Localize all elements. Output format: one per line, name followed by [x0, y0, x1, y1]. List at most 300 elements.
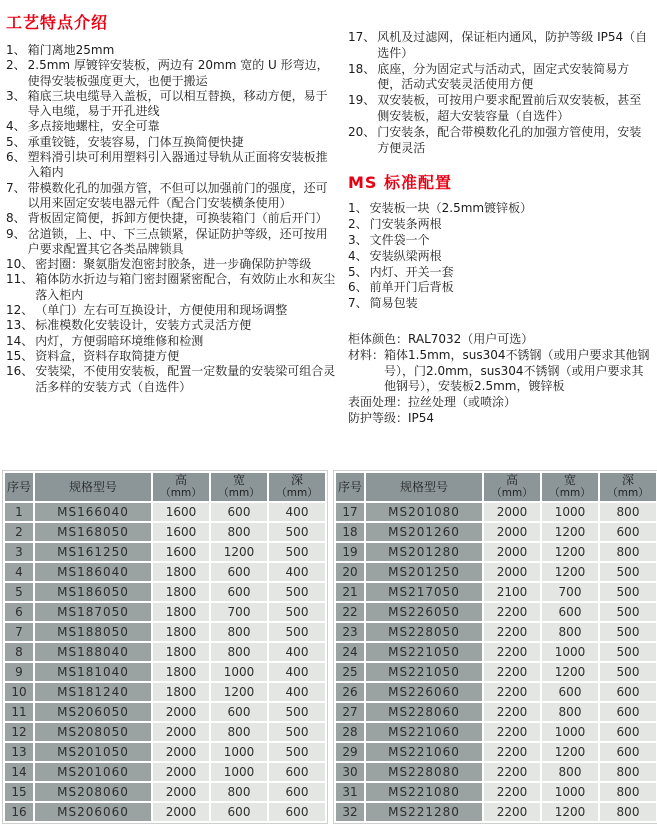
cell-width: 1000 [211, 663, 267, 681]
cell-model: MS228060 [366, 703, 482, 721]
item-number: 6、 [348, 280, 368, 295]
cell-height: 1600 [153, 523, 209, 541]
cell-model: MS221060 [366, 723, 482, 741]
item-number: 1、 [348, 201, 368, 216]
item-number: 12、 [6, 303, 34, 318]
cell-no: 11 [5, 703, 33, 721]
table-row [5, 563, 325, 581]
info-label: 材料： [348, 347, 385, 362]
cell-model: MS201060 [35, 763, 151, 781]
spec-table-header [336, 473, 656, 501]
section-title-ms-config: MS 标准配置 [348, 173, 453, 193]
table-row [336, 603, 656, 621]
cell-no: 2 [5, 523, 33, 541]
item-number: 14、 [6, 333, 34, 348]
cell-height: 2200 [484, 803, 540, 821]
cell-depth: 500 [269, 743, 325, 761]
info-value: IP54 [408, 410, 435, 425]
feature-item [6, 257, 338, 272]
cell-depth: 400 [269, 503, 325, 521]
table-row [336, 763, 656, 781]
feature-item [348, 125, 651, 157]
cell-model: MS201280 [366, 543, 482, 561]
cell-depth: 500 [269, 603, 325, 621]
cell-height: 2200 [484, 763, 540, 781]
col-header-no: 序号 [5, 473, 33, 501]
col-header-width: 宽 （mm） [211, 473, 267, 501]
item-text: 箱体防水折边与箱门密封圈紧密配合，有效防止水和灰尘落入柜内 [35, 272, 336, 302]
cell-depth: 600 [600, 703, 656, 721]
cell-width: 1200 [542, 563, 598, 581]
col-header-height: 高 （mm） [153, 473, 209, 501]
table-row [336, 523, 656, 541]
item-number: 19、 [348, 93, 376, 108]
cell-height: 2000 [153, 783, 209, 801]
table-row [5, 683, 325, 701]
col-header-depth: 深 （mm） [600, 473, 656, 501]
config-item [348, 249, 651, 265]
cell-no: 3 [5, 543, 33, 561]
cell-height: 1800 [153, 663, 209, 681]
spec-info-block [348, 332, 651, 427]
item-text: 内灯、开关一套 [369, 264, 454, 279]
cell-depth: 400 [269, 643, 325, 661]
cell-no: 22 [336, 603, 364, 621]
info-line [348, 395, 651, 411]
item-number: 5、 [6, 134, 26, 149]
item-number: 4、 [348, 248, 368, 263]
cell-width: 800 [542, 763, 598, 781]
item-text: 安装纵梁两根 [369, 248, 442, 263]
table-row [5, 643, 325, 661]
cell-width: 1000 [211, 763, 267, 781]
cell-depth: 600 [600, 723, 656, 741]
item-number: 20、 [348, 124, 376, 139]
cell-width: 1200 [542, 543, 598, 561]
info-label: 防护等级： [348, 410, 409, 425]
feature-item [6, 135, 338, 150]
cell-height: 2000 [153, 743, 209, 761]
cell-no: 18 [336, 523, 364, 541]
cell-no: 8 [5, 643, 33, 661]
cell-no: 14 [5, 763, 33, 781]
table-row [5, 543, 325, 561]
cell-model: MS226060 [366, 683, 482, 701]
cell-model: MS201250 [366, 563, 482, 581]
info-value: 拉丝处理（或喷涂） [408, 395, 517, 410]
col-header-height: 高 （mm） [484, 473, 540, 501]
item-text: （单门）左右可互换设计，方便使用和现场调整 [35, 303, 288, 318]
table-row [336, 743, 656, 761]
cell-width: 1000 [542, 723, 598, 741]
cell-depth: 500 [600, 663, 656, 681]
cell-width: 1000 [542, 643, 598, 661]
feature-item [6, 227, 338, 258]
cell-height: 2200 [484, 623, 540, 641]
cell-height: 2200 [484, 743, 540, 761]
table-row [5, 603, 325, 621]
cell-depth: 600 [269, 763, 325, 781]
cell-depth: 500 [269, 583, 325, 601]
cell-no: 13 [5, 743, 33, 761]
cell-depth: 400 [269, 563, 325, 581]
config-item [348, 201, 651, 217]
item-text: 门安装条，配合带模数化孔的加强方管使用，安装方便灵活 [377, 124, 642, 155]
cell-no: 20 [336, 563, 364, 581]
cell-width: 1200 [211, 543, 267, 561]
cell-depth: 500 [269, 543, 325, 561]
feature-item [6, 211, 338, 226]
feature-item [6, 181, 338, 212]
cell-height: 2200 [484, 703, 540, 721]
item-number: 7、 [6, 180, 26, 195]
cell-no: 19 [336, 543, 364, 561]
cell-width: 1200 [542, 803, 598, 821]
table-row [5, 803, 325, 821]
item-text: 箱底三块电缆导入盖板，可以相互替换，移动方便，易于导入电缆，易于开孔进线 [27, 88, 328, 119]
cell-no: 1 [5, 503, 33, 521]
spec-table-left [2, 470, 328, 824]
item-text: 双安装板，可按用户要求配置前后双安装板，甚至侧安装板，超大安装容量（自选件） [377, 93, 642, 123]
standard-config-list [348, 201, 651, 312]
cell-width: 600 [542, 603, 598, 621]
info-line [348, 348, 651, 395]
cell-model: MS208050 [35, 723, 151, 741]
cell-model: MS228080 [366, 763, 482, 781]
feature-item [6, 303, 338, 318]
cell-depth: 500 [269, 703, 325, 721]
feature-item [6, 58, 338, 89]
item-text: 标准模数化安装设计，安装方式灵活方便 [35, 318, 252, 333]
table-row [336, 803, 656, 821]
cell-model: MS221060 [366, 743, 482, 761]
cell-height: 2200 [484, 663, 540, 681]
cell-width: 800 [211, 523, 267, 541]
cell-depth: 800 [600, 503, 656, 521]
cell-width: 800 [211, 623, 267, 641]
item-number: 16、 [6, 364, 34, 379]
cell-no: 9 [5, 663, 33, 681]
cell-height: 2200 [484, 603, 540, 621]
table-row [5, 663, 325, 681]
table-row [336, 663, 656, 681]
cell-width: 700 [211, 603, 267, 621]
cell-no: 21 [336, 583, 364, 601]
cell-model: MS208060 [35, 783, 151, 801]
feature-item [6, 150, 338, 181]
table-row [336, 583, 656, 601]
feature-item [6, 272, 338, 303]
cell-width: 600 [211, 703, 267, 721]
cell-no: 16 [5, 803, 33, 821]
config-item [348, 296, 651, 312]
cell-model: MS221050 [366, 663, 482, 681]
feature-item [348, 30, 651, 62]
cell-no: 5 [5, 583, 33, 601]
cell-width: 1200 [542, 523, 598, 541]
cell-height: 1800 [153, 683, 209, 701]
cell-width: 1000 [211, 743, 267, 761]
features-column [6, 8, 338, 427]
cell-depth: 500 [269, 623, 325, 641]
cell-depth: 600 [600, 743, 656, 761]
item-number: 8、 [6, 211, 26, 226]
cell-width: 600 [211, 503, 267, 521]
item-number: 10、 [6, 257, 34, 272]
cell-width: 600 [211, 803, 267, 821]
config-item [348, 217, 651, 233]
cell-depth: 600 [600, 683, 656, 701]
cell-model: MS221280 [366, 803, 482, 821]
item-number: 9、 [6, 226, 26, 241]
table-row [5, 703, 325, 721]
cell-no: 31 [336, 783, 364, 801]
spec-table-left-body [5, 503, 325, 821]
cell-model: MS217050 [366, 583, 482, 601]
feature-item [348, 62, 651, 94]
cell-height: 2200 [484, 723, 540, 741]
col-header-model: 规格型号 [366, 473, 482, 501]
item-number: 2、 [348, 217, 368, 232]
cell-width: 800 [211, 723, 267, 741]
cell-depth: 500 [600, 643, 656, 661]
cell-height: 2200 [484, 683, 540, 701]
table-row [5, 623, 325, 641]
cell-no: 27 [336, 703, 364, 721]
config-item [348, 265, 651, 281]
info-label: 表面处理： [348, 395, 409, 410]
item-number: 2、 [6, 58, 26, 73]
item-text: 承重铰链，安装容易，门体互换简便快捷 [27, 134, 244, 149]
item-text: 2.5mm 厚镀锌安装板，两边有 20mm 宽的 U 形弯边，使得安装板强度更大，也便于搬运 [27, 58, 329, 88]
cell-depth: 600 [269, 783, 325, 801]
item-text: 底座，分为固定式与活动式，固定式安装简易方便，活动式安装灵活使用方便 [377, 61, 630, 92]
cell-model: MS228050 [366, 623, 482, 641]
item-number: 5、 [348, 264, 368, 279]
cell-no: 7 [5, 623, 33, 641]
feature-item [6, 334, 338, 349]
cell-model: MS206050 [35, 703, 151, 721]
spec-table-right [333, 470, 657, 824]
cell-no: 17 [336, 503, 364, 521]
spec-table-header [5, 473, 325, 501]
config-item [348, 280, 651, 296]
cell-height: 1600 [153, 503, 209, 521]
cell-height: 2000 [153, 723, 209, 741]
item-text: 资料盒，资料存取简捷方便 [35, 348, 180, 363]
config-column [348, 8, 651, 427]
cell-height: 2000 [484, 563, 540, 581]
item-number: 3、 [348, 232, 368, 247]
cell-depth: 400 [269, 683, 325, 701]
cell-height: 1800 [153, 603, 209, 621]
feature-item [6, 43, 338, 58]
feature-item [348, 93, 651, 125]
item-text: 风机及过滤网，保证柜内通风，防护等级 IP54（自选件） [377, 30, 648, 60]
cell-height: 2000 [484, 523, 540, 541]
cell-model: MS187050 [35, 603, 151, 621]
item-number: 15、 [6, 348, 34, 363]
item-number: 7、 [348, 296, 368, 311]
cell-model: MS186050 [35, 583, 151, 601]
cell-depth: 500 [269, 523, 325, 541]
cell-width: 1000 [542, 783, 598, 801]
item-text: 前单开门后背板 [369, 280, 454, 295]
cell-height: 2000 [484, 543, 540, 561]
cell-width: 1200 [542, 663, 598, 681]
cell-model: MS161250 [35, 543, 151, 561]
cell-height: 2200 [484, 643, 540, 661]
info-value: 箱体1.5mm，sus304不锈钢（或用户要求其他钢号），门2.0mm，sus304不锈钢（或用户要求其他钢号），安装板2.5mm，镀锌板 [384, 347, 650, 394]
cell-no: 29 [336, 743, 364, 761]
cell-depth: 600 [269, 803, 325, 821]
cell-height: 1800 [153, 563, 209, 581]
item-text: 内灯，方便弱暗环境维修和检测 [35, 333, 204, 348]
table-row [336, 783, 656, 801]
item-number: 11、 [6, 272, 34, 287]
table-row [336, 723, 656, 741]
cell-no: 10 [5, 683, 33, 701]
cell-width: 800 [542, 623, 598, 641]
item-text: 安装板一块（2.5mm镀锌板） [369, 201, 533, 216]
cell-model: MS226050 [366, 603, 482, 621]
cell-depth: 500 [269, 723, 325, 741]
cell-height: 2000 [153, 803, 209, 821]
item-text: 背板固定简便，拆卸方便快捷，可换装箱门（前后开门） [27, 211, 328, 226]
cell-no: 26 [336, 683, 364, 701]
item-number: 3、 [6, 88, 26, 103]
table-row [5, 503, 325, 521]
cell-no: 32 [336, 803, 364, 821]
cell-height: 1800 [153, 643, 209, 661]
col-header-no: 序号 [336, 473, 364, 501]
cell-width: 1200 [542, 743, 598, 761]
table-row [336, 683, 656, 701]
cell-depth: 500 [600, 563, 656, 581]
info-label: 柜体颜色： [348, 331, 409, 346]
config-item [348, 233, 651, 249]
item-number: 18、 [348, 61, 376, 76]
cell-depth: 800 [600, 543, 656, 561]
item-text: 密封圈：聚氨脂发泡密封胶条，进一步确保防护等级 [35, 257, 312, 272]
table-row [336, 543, 656, 561]
item-number: 17、 [348, 30, 376, 44]
cell-width: 1000 [542, 503, 598, 521]
item-number: 1、 [6, 43, 26, 57]
cell-no: 24 [336, 643, 364, 661]
cell-height: 2000 [484, 503, 540, 521]
table-row [5, 743, 325, 761]
cell-model: MS188050 [35, 623, 151, 641]
table-row [5, 523, 325, 541]
cell-model: MS166040 [35, 503, 151, 521]
item-text: 安装梁，不使用安装板，配置一定数量的安装梁可组合灵活多样的安装方式（自选件） [35, 364, 336, 394]
table-row [5, 763, 325, 781]
feature-item [6, 89, 338, 120]
item-text: 塑料滑引块可利用塑料引入器通过导轨从正面将安装板推入箱内 [27, 150, 328, 180]
cell-model: MS181240 [35, 683, 151, 701]
cell-height: 1800 [153, 623, 209, 641]
cell-model: MS201080 [366, 503, 482, 521]
spec-tables [2, 470, 657, 824]
table-row [5, 583, 325, 601]
item-number: 6、 [6, 150, 26, 165]
item-text: 岔道锁，上、中、下三点锁紧，保证防护等级，还可按用户要求配置其它各类品牌锁具 [27, 226, 328, 256]
cell-model: MS201050 [35, 743, 151, 761]
section-title-features: 工艺特点介绍 [6, 13, 109, 32]
cell-width: 800 [211, 783, 267, 801]
cell-no: 23 [336, 623, 364, 641]
cell-height: 2000 [153, 763, 209, 781]
feature-list [6, 43, 338, 395]
cell-depth: 500 [600, 583, 656, 601]
cell-depth: 800 [600, 803, 656, 821]
feature-item [6, 119, 338, 134]
feature-list-continued [348, 30, 651, 156]
col-header-depth: 深 （mm） [269, 473, 325, 501]
cell-model: MS188040 [35, 643, 151, 661]
cell-model: MS186040 [35, 563, 151, 581]
table-row [336, 703, 656, 721]
item-number: 13、 [6, 318, 34, 333]
table-row [5, 783, 325, 801]
cell-height: 2100 [484, 583, 540, 601]
cell-model: MS221080 [366, 783, 482, 801]
cell-width: 1200 [211, 683, 267, 701]
cell-model: MS221050 [366, 643, 482, 661]
cell-height: 1600 [153, 543, 209, 561]
cell-no: 25 [336, 663, 364, 681]
cell-no: 4 [5, 563, 33, 581]
cell-depth: 500 [600, 603, 656, 621]
info-value: RAL7032（用户可选） [408, 331, 534, 346]
cell-depth: 400 [269, 663, 325, 681]
spec-table-right-body [336, 503, 656, 821]
table-row [336, 563, 656, 581]
cell-width: 600 [211, 583, 267, 601]
cell-depth: 800 [600, 783, 656, 801]
cell-model: MS201260 [366, 523, 482, 541]
item-text: 简易包装 [369, 296, 418, 311]
feature-item [6, 318, 338, 333]
cell-depth: 500 [600, 623, 656, 641]
item-text: 门安装条两根 [369, 217, 442, 232]
cell-no: 12 [5, 723, 33, 741]
cell-no: 28 [336, 723, 364, 741]
cell-no: 6 [5, 603, 33, 621]
item-text: 带模数化孔的加强方管，不但可以加强前门的强度，还可以用来固定安装电器元件（配合门安装横条使用） [27, 180, 328, 210]
item-text: 箱门离地25mm [27, 43, 115, 57]
cell-model: MS206060 [35, 803, 151, 821]
info-line [348, 411, 651, 427]
info-line [348, 332, 651, 348]
cell-width: 800 [542, 703, 598, 721]
cell-width: 600 [542, 683, 598, 701]
table-row [336, 503, 656, 521]
item-text: 多点接地螺柱，安全可靠 [27, 119, 160, 134]
table-row [336, 643, 656, 661]
item-text: 文件袋一个 [369, 232, 430, 247]
feature-item [6, 364, 338, 395]
table-row [336, 623, 656, 641]
table-row [5, 723, 325, 741]
cell-depth: 600 [600, 523, 656, 541]
cell-width: 700 [542, 583, 598, 601]
col-header-model: 规格型号 [35, 473, 151, 501]
item-number: 4、 [6, 119, 26, 134]
cell-model: MS181040 [35, 663, 151, 681]
cell-no: 15 [5, 783, 33, 801]
